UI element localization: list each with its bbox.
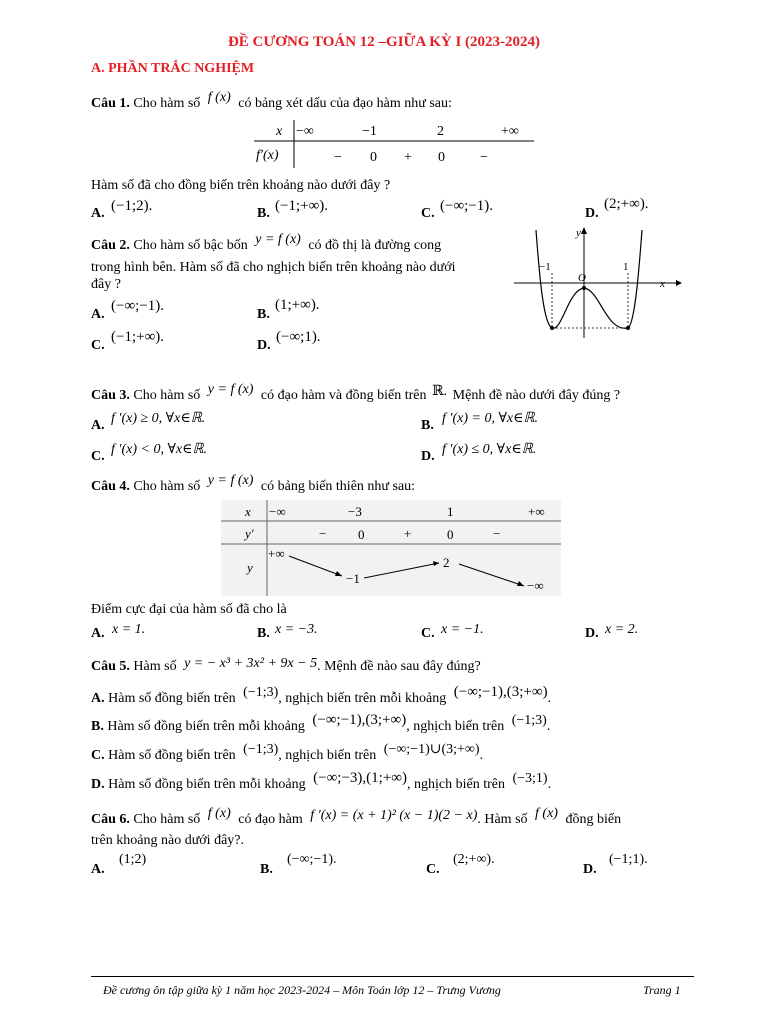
option-text: , nghịch biến trên mỗi khoảng (278, 691, 447, 706)
option-math: (−1;3) (243, 742, 279, 757)
q1-option-d[interactable] (585, 206, 599, 222)
q6-text-c: . Hàm số (477, 812, 528, 827)
option-math: (−3;1) (512, 771, 548, 786)
q2-one: 1 (623, 261, 629, 273)
q4-question: Điểm cực đại của hàm số đã cho là (91, 602, 287, 617)
q2-fx: y = f (x) (255, 232, 301, 247)
q2-graph (514, 224, 684, 340)
option-letter: C. (91, 748, 105, 763)
option-letter: A. (91, 862, 105, 877)
q1-sign: + (404, 150, 412, 165)
option-text: . (547, 777, 552, 792)
q1-option-b[interactable] (257, 206, 270, 222)
q2-line2: trong hình bên. Hàm số đã cho nghịch biến trên khoảng nào dưới (91, 260, 456, 275)
q4-sign: + (404, 526, 412, 541)
q1-option-a-value: (−1;2). (111, 198, 153, 214)
q1-fx: f (x) (207, 90, 231, 105)
q3-label: Câu 3. (91, 388, 130, 403)
q5-option-c[interactable] (91, 742, 484, 764)
q4-options (91, 622, 691, 646)
q4-label: Câu 4. (91, 479, 130, 494)
q2-label: Câu 2. (91, 238, 130, 253)
q3-option-b[interactable] (421, 418, 434, 434)
q2-option-d-value: (−∞;1). (276, 329, 321, 345)
q6-label: Câu 6. (91, 812, 130, 827)
q2-option-b[interactable] (257, 307, 270, 323)
option-letter: D. (421, 449, 435, 464)
q6-option-a-value: (1;2) (119, 852, 147, 867)
q6-line2: trên khoảng nào dưới đây?. (91, 833, 245, 848)
q2-line1-b: có đồ thị là đường cong (308, 238, 442, 253)
q1-label: Câu 1. (91, 96, 130, 111)
q1-text-b: có bảng xét dấu của đạo hàm như sau: (238, 96, 452, 111)
q2-line3: đây ? (91, 277, 121, 292)
q4-yval: 2 (443, 555, 450, 570)
option-text: Hàm số đồng biến trên (108, 748, 236, 763)
q6-text-b: có đạo hàm (238, 812, 303, 827)
q5-option-d[interactable] (91, 770, 552, 793)
q6-derivative: f ′(x) = (x + 1)² (x − 1)(2 − x) (310, 808, 478, 823)
option-letter: B. (257, 626, 270, 641)
q1-option-c[interactable] (421, 206, 435, 222)
option-letter: B. (91, 719, 104, 734)
q2-origin: O (578, 272, 586, 284)
option-letter: C. (426, 862, 440, 877)
q6-option-d[interactable] (583, 862, 597, 878)
option-letter: D. (583, 862, 597, 877)
q3-option-b-value: f ′(x) = 0, ∀x∈ℝ. (442, 411, 539, 426)
q6-stem (91, 806, 622, 828)
q4-yp-head: y′ (245, 526, 254, 541)
option-letter: D. (585, 626, 599, 641)
q3-option-c[interactable] (91, 449, 105, 465)
q3-option-d-value: f ′(x) ≤ 0, ∀x∈ℝ. (442, 442, 537, 457)
q5-text-b: . Mệnh đề nào sau đây đúng? (317, 659, 481, 674)
q6-fx2: f (x) (535, 806, 558, 821)
q2-x-label: x (660, 278, 665, 290)
q1-stem (91, 90, 452, 112)
q6-option-c-value: (2;+∞). (453, 852, 495, 867)
option-text: , nghịch biến trên (406, 719, 505, 734)
q4-option-a[interactable] (91, 626, 105, 642)
q1-xval: −1 (362, 124, 377, 139)
q6-option-a[interactable] (91, 862, 105, 878)
q4-option-a-value: x = 1. (112, 622, 146, 637)
option-math: (−∞;−1),(3;+∞) (453, 684, 548, 700)
option-letter: A. (91, 206, 105, 221)
option-letter: A. (91, 626, 105, 641)
q4-sign: 0 (358, 527, 365, 542)
q4-x-head: x (245, 504, 251, 519)
option-letter: C. (421, 206, 435, 221)
q4-option-d-value: x = 2. (605, 622, 639, 637)
q4-option-c-value: x = −1. (441, 622, 484, 637)
q4-stem (91, 473, 416, 495)
option-text: , nghịch biến trên (407, 777, 505, 792)
q4-option-b-value: x = −3. (275, 622, 318, 637)
q2-options (91, 297, 391, 360)
q5-option-a[interactable] (91, 684, 552, 707)
option-letter: C. (91, 338, 105, 353)
option-letter: B. (257, 206, 270, 221)
q1-xval: +∞ (501, 124, 519, 139)
q5-stem (91, 656, 481, 675)
q6-fx: f (x) (207, 806, 231, 821)
page-number: Trang 1 (643, 983, 681, 997)
section-heading: A. PHẦN TRẮC NGHIỆM (91, 61, 255, 76)
q4-xval: −∞ (269, 504, 286, 519)
q2-option-a-value: (−∞;−1). (111, 298, 165, 314)
option-letter: B. (257, 307, 270, 322)
q3-option-d[interactable] (421, 449, 435, 465)
option-math: (−∞;−1),(3;+∞) (312, 712, 407, 728)
q1-options (91, 196, 691, 224)
q2-option-b-value: (1;+∞). (275, 297, 320, 313)
option-letter: B. (260, 862, 273, 877)
q2-line1-a: Cho hàm số bậc bốn (133, 238, 248, 253)
q4-sign: − (493, 526, 501, 541)
option-math: (−∞;−1)∪(3;+∞) (383, 742, 480, 757)
q1-sign: − (480, 150, 488, 165)
option-math: (−1;3) (511, 713, 547, 728)
q3-fx: y = f (x) (207, 382, 254, 397)
option-text: , nghịch biến trên (278, 748, 377, 763)
option-text: Hàm số đồng biến trên (108, 691, 236, 706)
q1-xval: −∞ (296, 124, 314, 139)
q1-fp-head: f′(x) (256, 148, 279, 163)
q1-option-b-value: (−1;+∞). (275, 198, 329, 214)
q2-option-a[interactable] (91, 307, 105, 323)
q1-option-d-value: (2;+∞). (604, 196, 649, 212)
q6-options (91, 852, 691, 880)
q4-sign: − (319, 526, 327, 541)
option-letter: D. (91, 777, 105, 792)
option-letter: C. (421, 626, 435, 641)
q4-option-b[interactable] (257, 626, 270, 642)
q6-option-b-value: (−∞;−1). (287, 852, 337, 867)
q3-real-set: ℝ. (432, 384, 448, 399)
q2-line1 (91, 232, 511, 254)
q4-text-b: có bảng biến thiên như sau: (260, 479, 416, 494)
q4-yval: −∞ (527, 578, 544, 593)
q4-text-a: Cho hàm số (133, 479, 201, 494)
q3-option-a-value: f ′(x) ≥ 0, ∀x∈ℝ. (111, 411, 206, 426)
q4-fx: y = f (x) (207, 473, 254, 488)
q3-text-b: có đạo hàm và đồng biến trên (260, 388, 427, 403)
option-text: Hàm số đồng biến trên mỗi khoảng (107, 719, 305, 734)
q2-y-label: y (576, 227, 581, 239)
q5-option-b[interactable] (91, 712, 551, 735)
q1-sign: − (334, 150, 342, 165)
q2-option-c[interactable] (91, 338, 105, 354)
q4-option-d[interactable] (585, 626, 599, 642)
q6-text-d: đồng biến (565, 812, 622, 827)
option-letter: C. (91, 449, 105, 464)
q3-stem (91, 382, 621, 404)
q6-option-d-value: (−1;1). (609, 852, 648, 867)
q4-option-c[interactable] (421, 626, 435, 642)
q2-option-d[interactable] (257, 338, 271, 354)
q5-text-a: Hàm số (133, 659, 177, 674)
q2-option-c-value: (−1;+∞). (111, 329, 165, 345)
option-letter: B. (421, 418, 434, 433)
q1-text-a: Cho hàm số (133, 96, 201, 111)
document-title: ĐỀ CƯƠNG TOÁN 12 –GIỮA KỲ I (2023-2024) (227, 34, 541, 50)
q1-question: Hàm số đã cho đồng biến trên khoảng nào dưới đây ? (91, 178, 391, 193)
footer-text: Đề cương ôn tập giữa kỳ 1 năm học 2023-2024 – Môn Toán lớp 12 – Trưng Vương (103, 983, 501, 997)
q6-option-b[interactable] (260, 862, 273, 878)
q3-option-c-value: f ′(x) < 0, ∀x∈ℝ. (111, 442, 208, 457)
q5-fx: y = − x³ + 3x² + 9x − 5 (184, 656, 318, 671)
q1-option-c-value: (−∞;−1). (440, 198, 494, 214)
q4-variation-table (221, 500, 561, 596)
q1-sign: 0 (370, 150, 377, 165)
q4-xval: +∞ (528, 504, 545, 519)
q6-option-c[interactable] (426, 862, 440, 878)
q1-xval: 2 (437, 124, 444, 139)
q4-sign: 0 (447, 527, 454, 542)
q1-x-head: x (276, 124, 283, 139)
q3-options (91, 410, 691, 470)
q4-yval: +∞ (268, 546, 285, 561)
q4-xval: 1 (447, 504, 454, 519)
option-text: . (479, 748, 484, 763)
q3-option-a[interactable] (91, 418, 105, 434)
q4-yval: −1 (346, 571, 360, 586)
option-letter: A. (91, 418, 105, 433)
option-text: . (547, 691, 552, 706)
option-letter: A. (91, 691, 105, 706)
option-text: . (546, 719, 551, 734)
option-math: (−1;3) (243, 685, 279, 700)
q4-y-head: y (247, 560, 253, 575)
option-text: Hàm số đồng biến trên mỗi khoảng (108, 777, 306, 792)
q4-xval: −3 (348, 504, 362, 519)
option-math: (−∞;−3),(1;+∞) (313, 770, 407, 786)
q1-sign: 0 (438, 150, 445, 165)
q5-label: Câu 5. (91, 659, 130, 674)
footer-divider (91, 976, 694, 977)
q3-text-c: Mệnh đề nào dưới đây đúng ? (452, 388, 621, 403)
q3-text-a: Cho hàm số (133, 388, 201, 403)
q1-sign-table (254, 118, 534, 170)
option-letter: D. (585, 206, 599, 221)
option-letter: D. (257, 338, 271, 353)
q6-text-a: Cho hàm số (133, 812, 201, 827)
q2-neg-one: −1 (539, 261, 551, 273)
option-letter: A. (91, 307, 105, 322)
q1-option-a[interactable] (91, 206, 105, 222)
